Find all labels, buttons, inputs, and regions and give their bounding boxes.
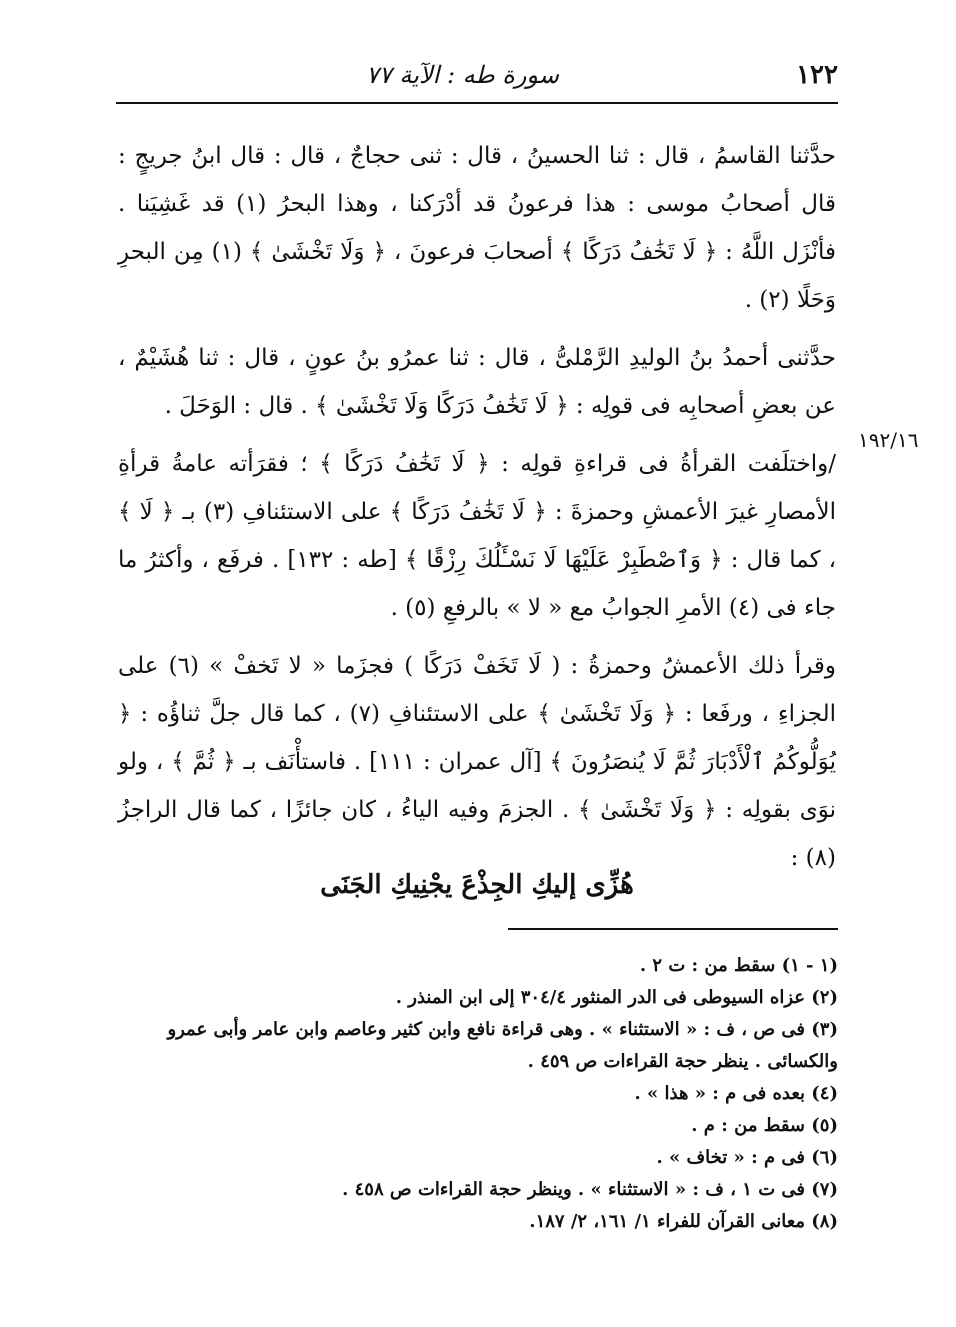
footnote: (٧) فى ت ١ ، ف : « الاستثناء » . وينظر حجة القراءات ص ٤٥٨ .: [342, 1179, 838, 1200]
footnote: (٥) سقط من : م .: [691, 1115, 838, 1136]
footnote: (٢) عزاه السيوطى فى الدر المنثور ٣٠٤/٤ إلى ابن المنذر .: [395, 987, 838, 1008]
footnote: (٦) فى م : « تخاف » .: [656, 1147, 838, 1168]
footnote: (٨) معانى القرآن للفراء ١/ ١٦١، ٢/ ١٨٧.: [529, 1211, 838, 1232]
footnote: (١ - ١) سقط من : ت ٢ .: [639, 955, 838, 976]
page-number: ١٢٢: [796, 60, 838, 90]
page-header: [116, 52, 838, 98]
paragraph: حدَّثنى أحمدُ بنُ الوليدِ الرَّمْلىُّ ، قال : ثنا عمرُو بنُ عونٍ ، قال : ثنا هُشَيْمٌ ، عن بعضِ أصحابِه فى قولِه : ﴿ لَا تَخَٰفُ دَرَكًا وَلَا تَخْشَىٰ ﴾ . قال : الوَحَلَ .: [118, 345, 836, 419]
footnote: (٤) بعده فى م : « هذا » .: [634, 1083, 838, 1104]
header-divider: [116, 102, 838, 104]
footnotes: [118, 950, 838, 1238]
paragraph: /واختلَفت القرأةُ فى قراءةِ قولِه : ﴿ لَا تَخَٰفُ دَرَكًا ﴾ ؛ فقرَأته عامةُ قرأةِ الأمصارِ غيرَ الأعمشِ وحمزةَ : ﴿ لَا تَخَٰفُ دَرَكًا ﴾ على الاستئنافِ (٣) بـ ﴿ لَا ﴾ ، كما قال : ﴿ وَٱصْطَبِرْ عَلَيْهَا لَا نَسْـَٔلُكَ رِزْقًا ﴾ [طه : ١٣٢] . فرفَع ، وأكثرُ ما جاء فى (٤) الأمرِ الجوابُ مع « لا » بالرفعِ (٥) .: [118, 451, 837, 621]
footnote-divider: [508, 928, 838, 930]
running-title: سورة طه : الآية ٧٧: [366, 61, 559, 89]
margin-reference: ١٩٢/١٦: [858, 428, 919, 452]
footnote: (٣) فى ص ، ف : « الاستثناء » . وهى قراءة نافع وابن كثير وعاصم وابن عامر وأبى عمرو والكسائى . ينظر حجة القراءات ص ٤٥٩ .: [167, 1019, 838, 1072]
paragraph: حدَّثنا القاسمُ ، قال : ثنا الحسينُ ، قال : ثنى حجاجٌ ، قال : قال ابنُ جريجٍ : قال أصحابُ موسى : هذا فرعونُ قد أدْرَكنا ، وهذا البحرُ (١) قد غَشِيَنا . فأنْزَل اللَّهُ : ﴿ لَا تَخَٰفُ دَرَكًا ﴾ أصحابَ فرعونَ ، ﴿ وَلَا تَخْشَىٰ ﴾ (١) مِن البحرِ وَحَلًا (٢) .: [118, 143, 836, 313]
poetry-verse: هُزِّى إليكِ الجِذْعَ يجْنِيكِ الجَنَى: [320, 870, 634, 900]
main-text: [118, 132, 836, 892]
paragraph: وقرأ ذلك الأعمشُ وحمزةُ : ( لَا تَخَفْ دَرَكًا ) فجزَما « لا تَخفْ » (٦) على الجزاءِ ، ورفَعا : ﴿ وَلَا تَخْشَىٰ ﴾ على الاستئنافِ (٧) ، كما قال جلَّ ثناؤُه : ﴿ يُوَلُّوكُمُ ٱلْأَدْبَارَ ثُمَّ لَا يُنصَرُونَ ﴾ [آل عمران : ١١١] . فاستأْنَف بـ ﴿ ثُمَّ ﴾ ، ولو نوَى بقولِه : ﴿ وَلَا تَخْشَىٰ ﴾ . الجزمَ وفيه الياءُ ، كان جائزًا ، كما قال الراجزُ (٨) :: [118, 653, 836, 871]
